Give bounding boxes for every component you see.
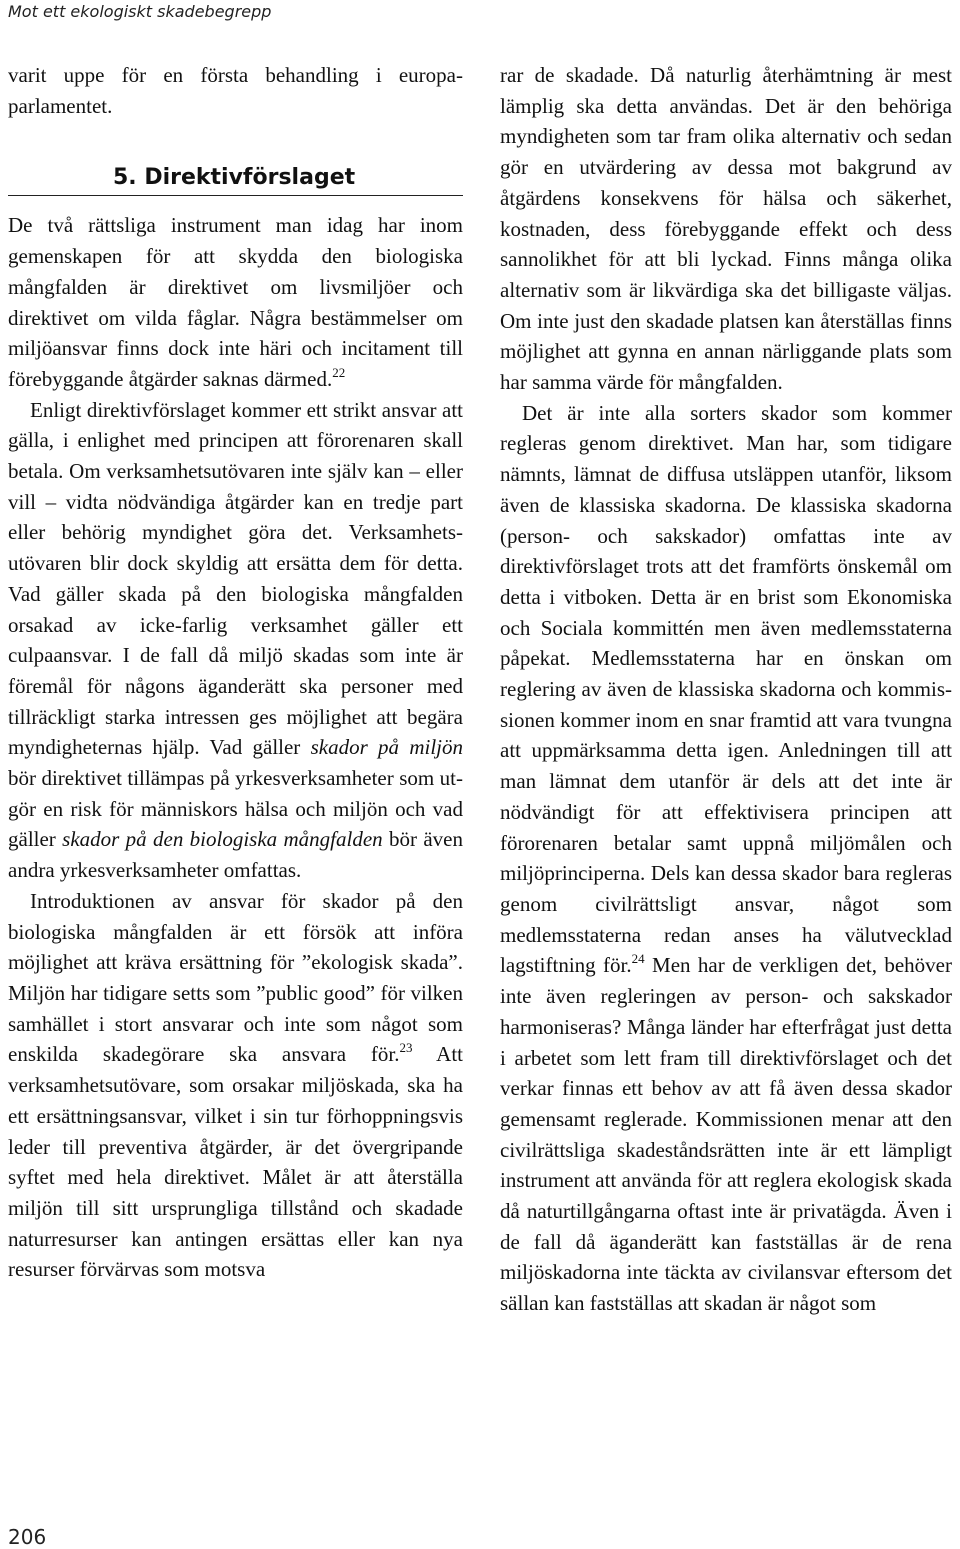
- footnote-ref-23[interactable]: 23: [399, 1040, 413, 1056]
- emphasis-skador-miljon: skador på miljön: [310, 735, 463, 760]
- running-header: Mot ett ekologiskt skadebegrepp: [8, 2, 272, 21]
- intro-paragraph: varit uppe för en första behandling i europaparlamentet.: [8, 63, 463, 118]
- paragraph-3-text-a: Introduktionen av ansvar för skador på den biologiska mångfalden är ett försök att införa möjlighet att kräva ersättning för ”ekologisk skada”. Miljön har tidigare setts som ”public good” för vilken samhället i stort ansvarar och inte som något som enskilda skadegörare ska ansvara för.: [8, 888, 463, 1067]
- paragraph-4: rar de skadade. Då naturlig återhämtning är mest lämplig ska detta användas. Det är den behöriga myndigheten som tar fram olika alternativ och sedan gör en utvärdering av dessa mot bakgrund av åtgärdens konsekvens för hälsa och säkerhet, kostnaden, dess förebyggande effekt och dess sannolikhet för att bli lyckad. Finns många olika alternativ som är likvärdiga ska det billigaste väljas. Om inte just den skadade platsen kan återställas finns möjlighet att gynna en annan närliggande plats som har samma värde för mångfalden.: [500, 63, 952, 395]
- paragraph-3-text-b: Att verksamhetsutövare, som orsakar miljöskada, ska ha ett ersättningsansvar, vilket i sin tur förhoppningsvis leder till preventiva åtgärder, är det övergripande syftet med hela direktivet. Målet är att återställa miljön till sitt ursprungliga tillstånd och skadade naturresurser kan antingen ersättas eller kan nya resurser förvärvas som motsva: [8, 1042, 463, 1282]
- page-number: 206: [8, 1525, 47, 1549]
- paragraph-2-text-c: bör även andra yrkesverksamheter omfattas.: [8, 827, 463, 883]
- right-column: [500, 60, 952, 1319]
- section-heading: 5. Direktivförslaget: [8, 165, 463, 196]
- paragraph-5: [500, 398, 952, 1319]
- paragraph-2: [8, 395, 463, 886]
- paragraph-1: [8, 210, 463, 394]
- paragraph-5-text-b: Men har de verkligen det, behöver inte även regleringen av person- och sakskador harmoniseras? Många länder har efterfrågat just detta i arbetet som lett fram till direktivförslaget och det verkar finnas ett behov av att få även dessa skador gemensamt reglerade. Kommissionen menar att den civilrättsliga skadeståndsrätten inte är ett lämpligt instrument att använda för att reglera ekologisk skada då naturtillgångarna oftast inte är privatägda. Även i de fall då äganderätt kan fastställas är de rena miljöskadorna inte täckta av civilansvar eftersom det sällan kan fastställas att skadan är något som: [500, 953, 952, 1316]
- paragraph-5-text-a: Det är inte alla sorters skador som kommer regleras genom direktivet. Man har, som tidigare nämnts, lämnat de diffusa utsläppen utanför, liksom även de klassiska skadorna. De klassiska skadorna (person- och sakskador) omfattas inte av direktivförslaget trots att det framförts önskemål om detta i vitboken. Detta är en brist som Ekonomiska och Sociala kommittén men även medlemsstaterna påpekat. Medlemsstaterna har en önskan om reglering av även de klassiska skadorna och kommissionen kommer inom en snar framtid att vara tvungna att uppmärksamma detta igen. Anledningen till att man lämnat dem utanför är dels att det inte är nödvändigt för att effektivisera principen att förorenaren betalar samt uppnå miljömålen och miljöprinciperna. Dels kan dessa skador bara regleras genom civilrättsligt ansvar, något som medlemsstaterna redan anses ha välutvecklad lagstiftning för.: [500, 400, 952, 978]
- paragraph-2-text-a: Enligt direktivförslaget kommer ett strikt ansvar att gälla, i enlighet med principen att förorenaren skall betala. Om verksamhetsutövaren inte själv kan – eller vill – vidta nödvändiga åtgärder kan en tredje part eller behörig myndighet göra det. Verksamhetsutövaren blir dock skyldig att ersätta dem för detta. Vad gäller skada på den biologiska mångfalden orsakad av icke-farlig verksamhet gäller ett culpaansvar. I de fall då miljö skadas som inte är föremål för någons äganderätt ska personer med tillräckligt starka intressen ges möjlighet att begära myndigheternas hjälp. Vad gäller: [8, 397, 463, 760]
- footnote-ref-22[interactable]: 22: [332, 364, 346, 380]
- left-column: [8, 60, 463, 1285]
- emphasis-skador-mangfald: skador på den biologiska mångfalden: [62, 827, 383, 852]
- paragraph-3: [8, 886, 463, 1285]
- paragraph-1-text: De två rättsliga instrument man idag har inom gemenskapen för att skydda den biologiska mångfalden är direktivet om livsmiljöer och direktivet om vilda fåglar. Några bestämmelser om miljöansvar finns dock inte häri och incitament till förebyggande åtgärder saknas därmed.: [8, 213, 463, 391]
- footnote-ref-24[interactable]: 24: [631, 951, 645, 967]
- paragraph-2-text-b: bör direktivet tillämpas på yrkesverksamheter som utgör en risk för människors hälsa och miljön och vad gäller: [8, 766, 463, 852]
